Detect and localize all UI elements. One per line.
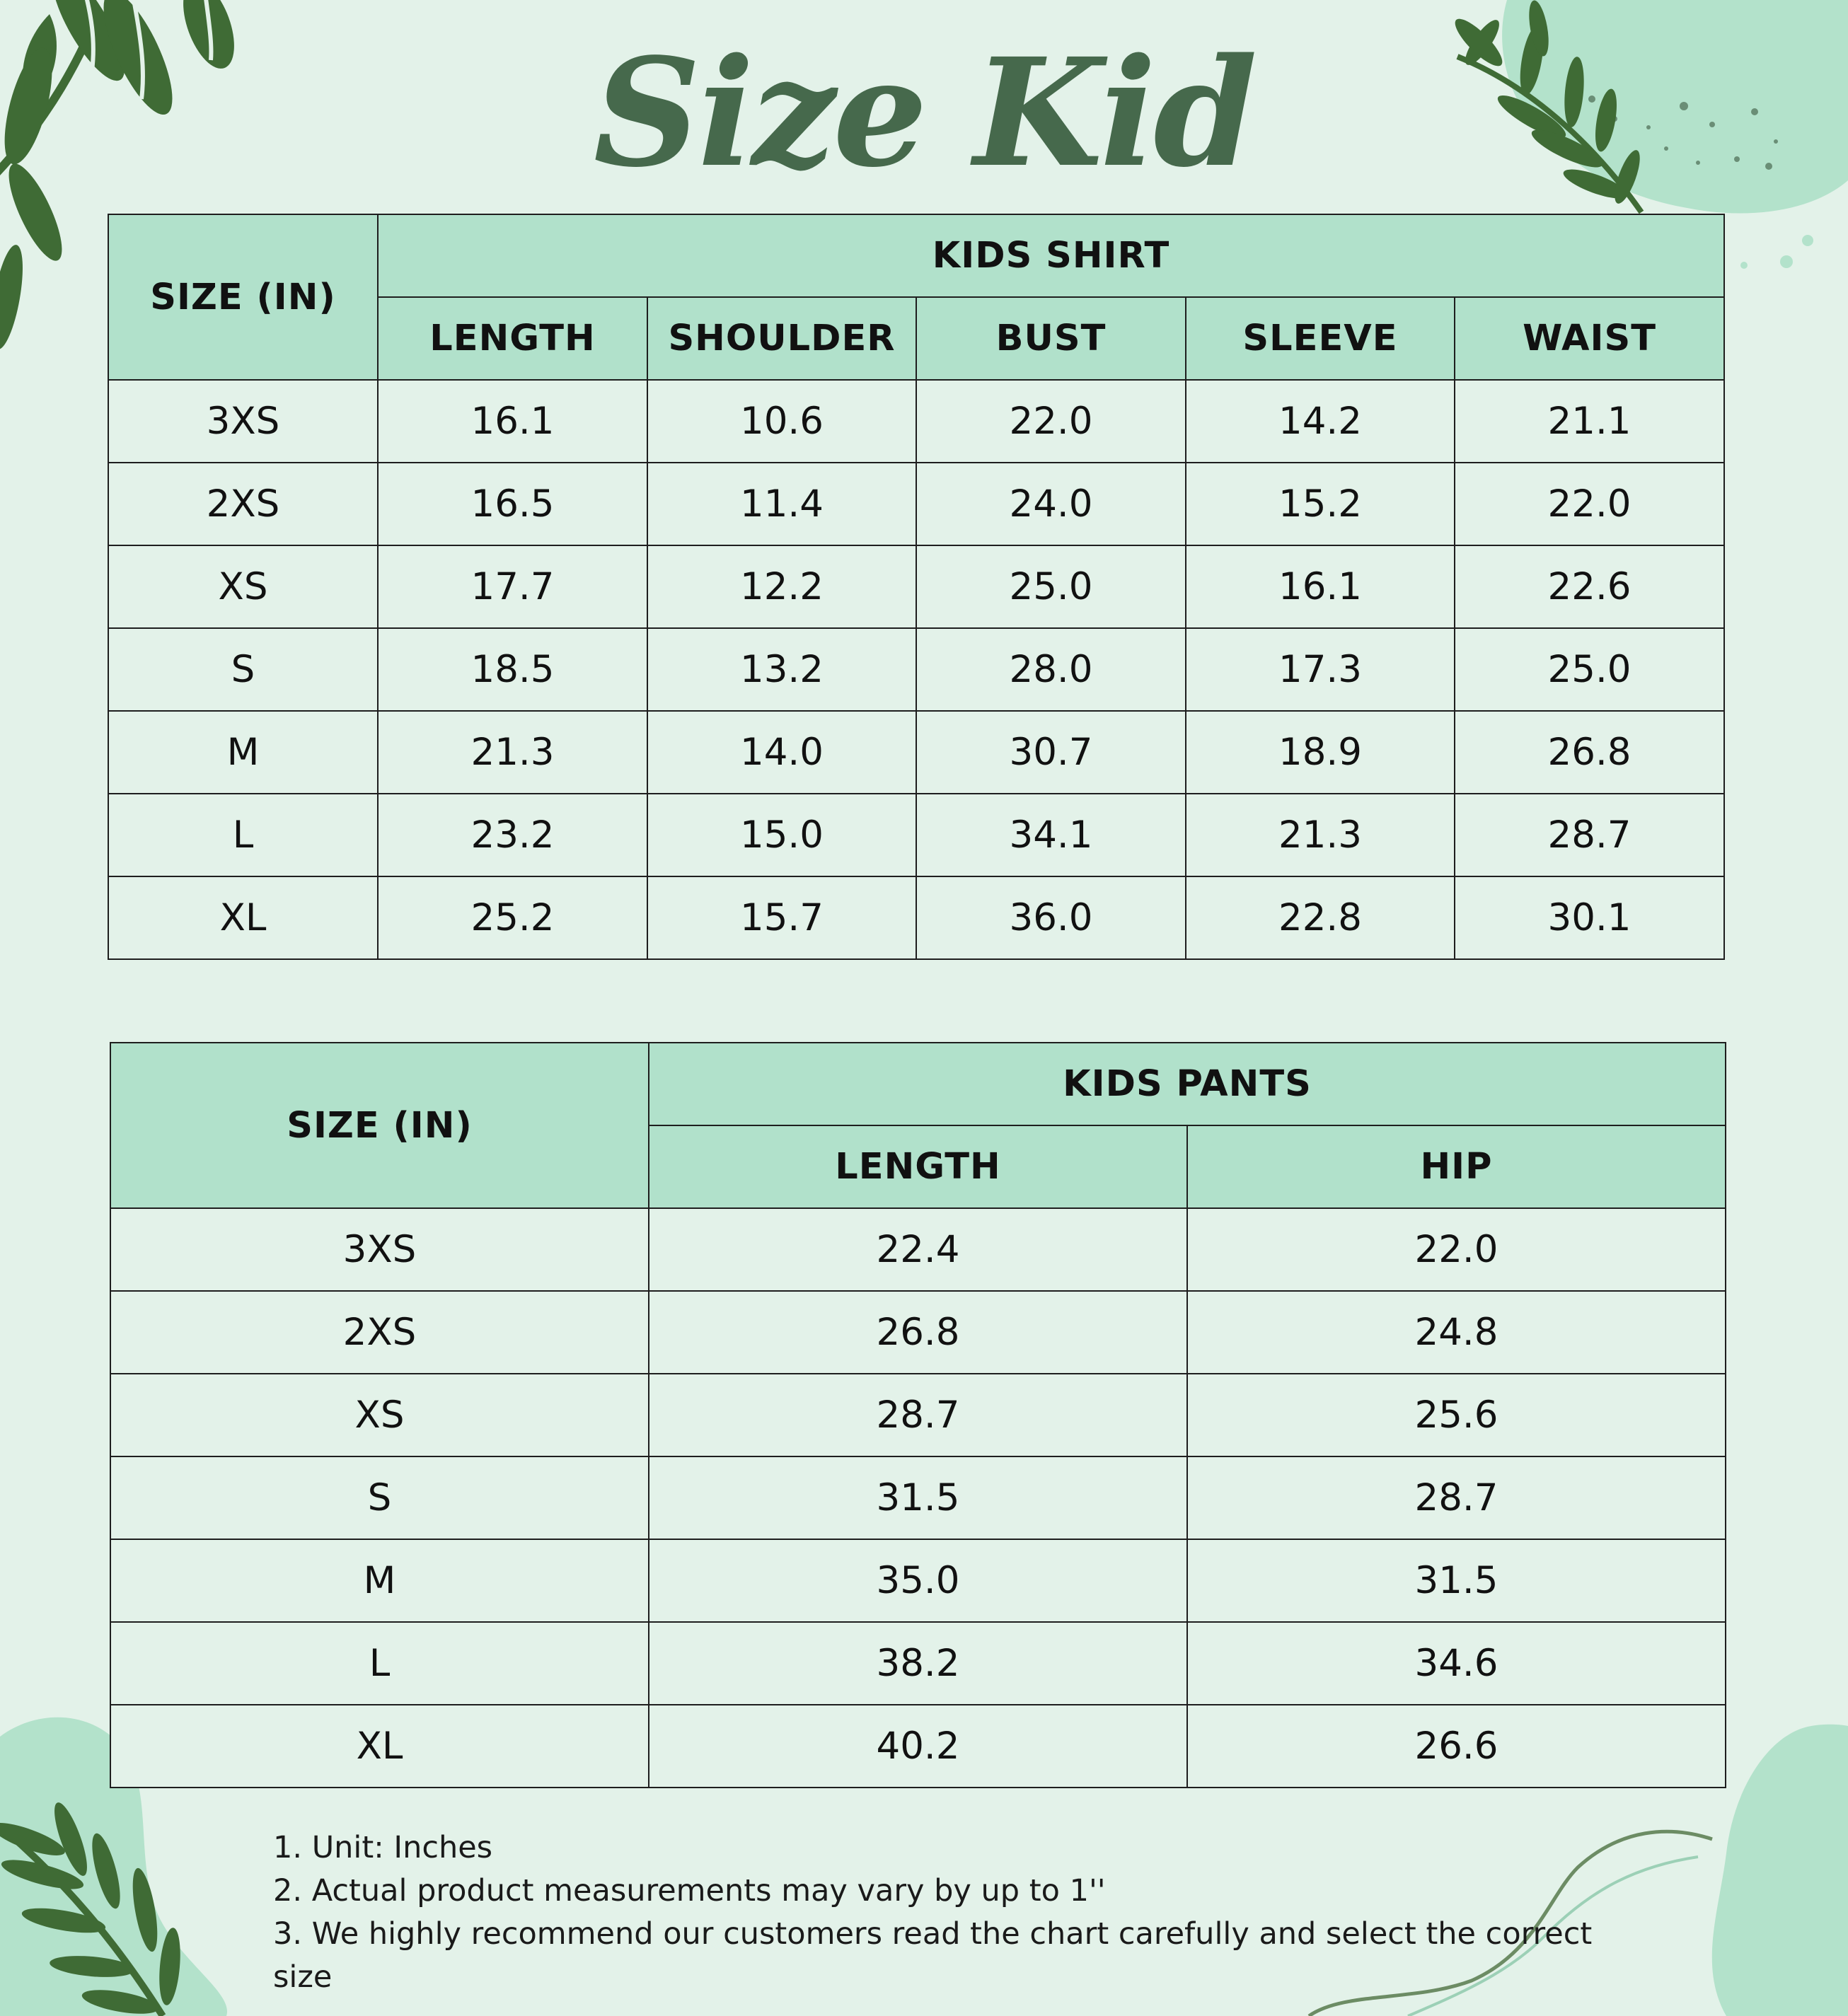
measurement-cell: 34.1 [916,794,1186,876]
measurement-cell: 15.2 [1186,463,1455,545]
measurement-cell: 16.5 [378,463,647,545]
measurement-cell: 36.0 [916,876,1186,959]
measurement-cell: 24.8 [1187,1291,1726,1374]
measurement-cell: 18.9 [1186,711,1455,794]
size-cell: L [108,794,378,876]
measurement-cell: 22.0 [1187,1208,1726,1291]
size-cell: XL [110,1705,649,1788]
size-cell: XL [108,876,378,959]
table-header-row [108,214,1724,297]
measurement-cell: 25.6 [1187,1374,1726,1456]
group-header: KIDS PANTS [649,1043,1726,1125]
measurement-cell: 23.2 [378,794,647,876]
column-header: LENGTH [649,1125,1187,1208]
table-row [110,1208,1726,1291]
measurement-cell: 22.4 [649,1208,1187,1291]
measurement-cell: 15.0 [647,794,916,876]
measurement-cell: 22.0 [1455,463,1724,545]
column-header: LENGTH [378,297,647,380]
table-header-row [110,1043,1726,1125]
measurement-cell: 31.5 [1187,1539,1726,1622]
note-item: 3. We highly recommend our customers read the chart carefully and select the correct size [273,1916,1593,1995]
measurement-cell: 25.0 [1455,628,1724,711]
column-header: BUST [916,297,1186,380]
table-row [108,380,1724,463]
table-row [110,1705,1726,1788]
measurement-cell: 26.8 [649,1291,1187,1374]
note-item: 2. Actual product measurements may vary by up to 1'' [273,1873,1106,1908]
measurement-cell: 21.3 [378,711,647,794]
kids-pants-size-table [110,1042,1726,1788]
measurement-cell: 21.1 [1455,380,1724,463]
table-row [108,711,1724,794]
measurement-cell: 28.7 [1455,794,1724,876]
measurement-cell: 35.0 [649,1539,1187,1622]
measurement-cell: 25.2 [378,876,647,959]
measurement-cell: 28.7 [649,1374,1187,1456]
size-cell: 3XS [108,380,378,463]
table-row [108,545,1724,628]
measurement-cell: 38.2 [649,1622,1187,1705]
measurement-cell: 14.2 [1186,380,1455,463]
measurement-cell: 12.2 [647,545,916,628]
notes-list [273,1826,1603,1999]
measurement-cell: 26.8 [1455,711,1724,794]
size-column-header: SIZE (IN) [108,214,378,380]
measurement-cell: 28.7 [1187,1456,1726,1539]
table-row [108,628,1724,711]
dot-cluster-light [1740,235,1813,269]
measurement-cell: 31.5 [649,1456,1187,1539]
size-cell: 3XS [110,1208,649,1291]
measurement-cell: 26.6 [1187,1705,1726,1788]
size-column-header: SIZE (IN) [110,1043,649,1208]
size-cell: L [110,1622,649,1705]
group-header: KIDS SHIRT [378,214,1724,297]
measurement-cell: 28.0 [916,628,1186,711]
measurement-cell: 22.8 [1186,876,1455,959]
table-row [108,463,1724,545]
measurement-cell: 30.1 [1455,876,1724,959]
column-header: SHOULDER [647,297,916,380]
measurement-cell: 11.4 [647,463,916,545]
measurement-cell: 24.0 [916,463,1186,545]
measurement-cell: 22.6 [1455,545,1724,628]
column-header: WAIST [1455,297,1724,380]
measurement-cell: 17.3 [1186,628,1455,711]
bottom-left-leaf-branch [0,1800,183,2016]
measurement-cell: 21.3 [1186,794,1455,876]
size-cell: XS [110,1374,649,1456]
size-cell: S [108,628,378,711]
table-row [108,876,1724,959]
bottom-right-blob [1712,1725,1848,2016]
measurement-cell: 13.2 [647,628,916,711]
measurement-cell: 40.2 [649,1705,1187,1788]
size-cell: 2XS [108,463,378,545]
table-row [110,1456,1726,1539]
kids-shirt-size-table [108,214,1725,960]
note-item: 1. Unit: Inches [273,1830,493,1865]
measurement-cell: 22.0 [916,380,1186,463]
table-row [110,1374,1726,1456]
size-cell: 2XS [110,1291,649,1374]
measurement-cell: 10.6 [647,380,916,463]
measurement-cell: 25.0 [916,545,1186,628]
page-title: Size Kid [593,25,1255,200]
size-cell: XS [108,545,378,628]
measurement-cell: 15.7 [647,876,916,959]
size-cell: M [110,1539,649,1622]
measurement-cell: 14.0 [647,711,916,794]
measurement-cell: 34.6 [1187,1622,1726,1705]
size-cell: S [110,1456,649,1539]
table-row [110,1539,1726,1622]
table-body [108,380,1724,959]
column-header: SLEEVE [1186,297,1455,380]
measurement-cell: 17.7 [378,545,647,628]
table-row [110,1622,1726,1705]
measurement-cell: 16.1 [378,380,647,463]
measurement-cell: 16.1 [1186,545,1455,628]
table-body [110,1208,1726,1788]
column-header: HIP [1187,1125,1726,1208]
measurement-cell: 30.7 [916,711,1186,794]
table-row [110,1291,1726,1374]
measurement-cell: 18.5 [378,628,647,711]
size-cell: M [108,711,378,794]
table-row [108,794,1724,876]
